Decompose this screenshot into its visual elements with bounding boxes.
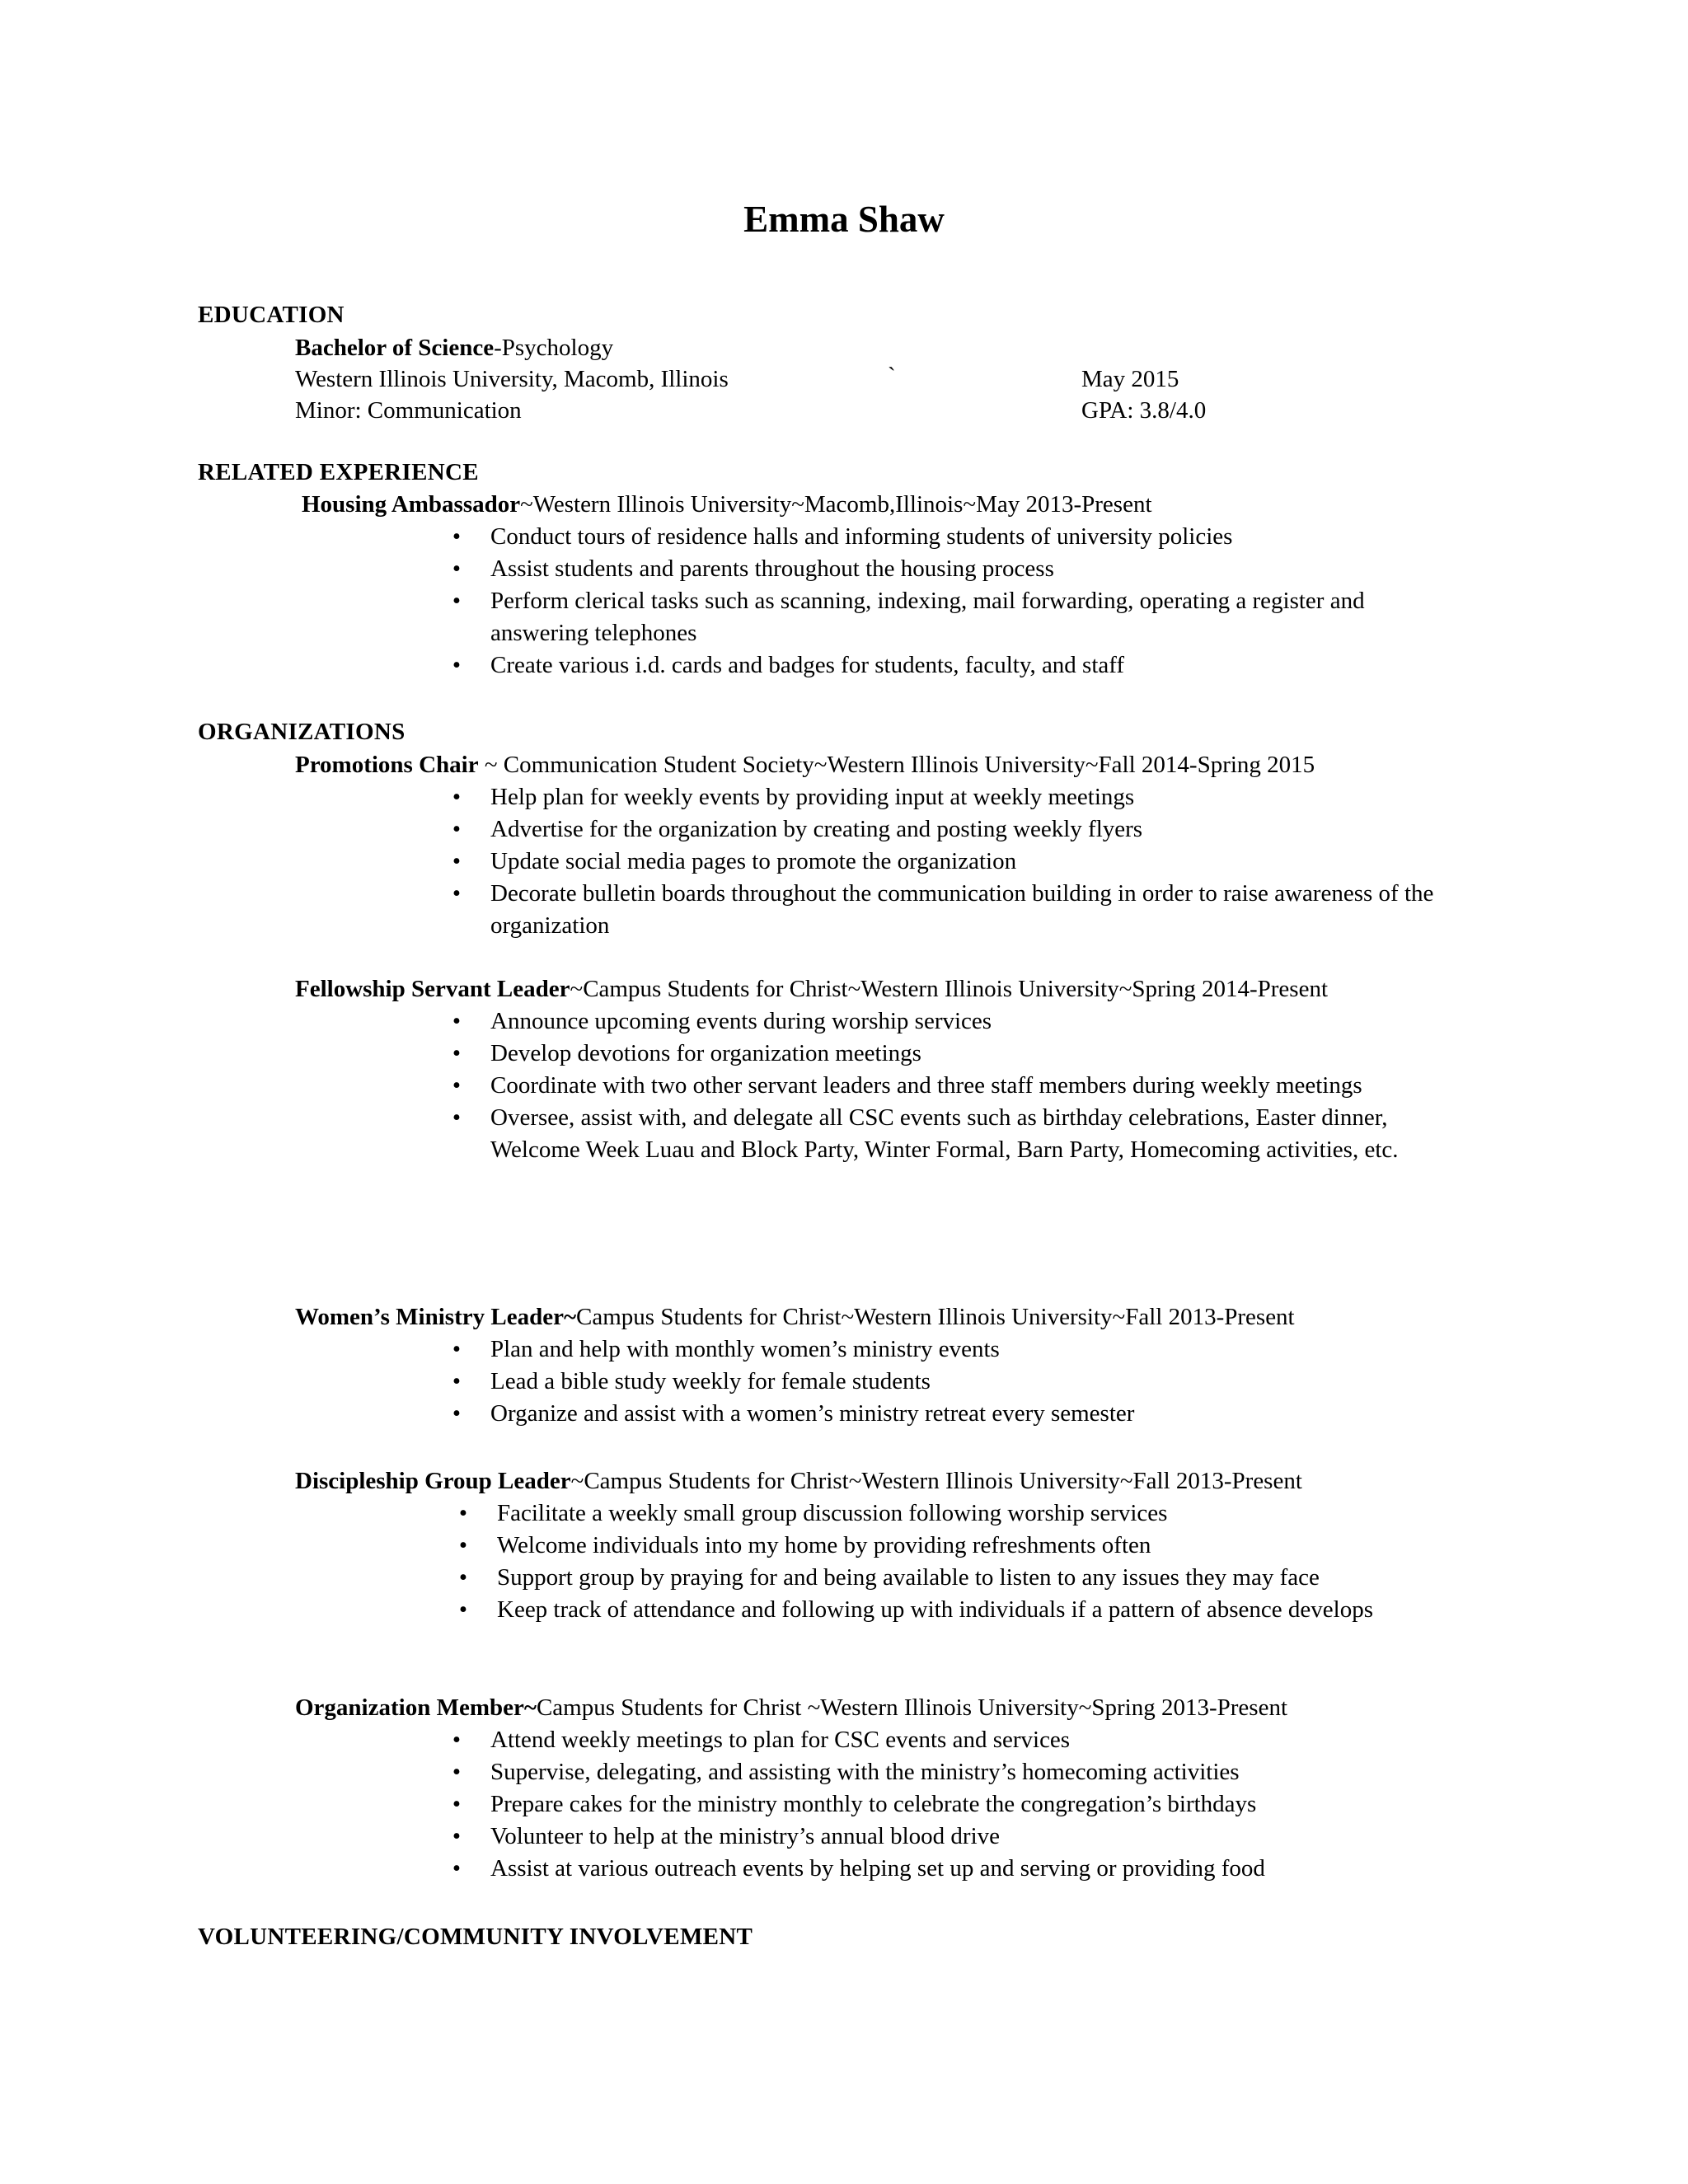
bullet-text: Supervise, delegating, and assisting with the ministry’s homecoming activities [490,1759,1240,1785]
bullet-text: Conduct tours of residence halls and informing students of university policies [490,523,1233,550]
list-item [295,1853,1465,1885]
list-item [302,1497,1465,1530]
entry-role: Fellowship Servant Leader [295,976,570,1002]
bullet-text: Coordinate with two other servant leaders and three staff members during weekly meetings [490,1072,1362,1099]
list-item [295,1756,1465,1788]
stray-tick: ` [888,363,896,389]
entry-heading [302,488,1472,521]
organization-entry [295,748,1465,942]
bullet-icon: • [452,848,462,874]
organization-entry [295,1691,1465,1885]
list-item [295,1788,1465,1821]
entry-details: ~Campus Students for Christ~Western Illinois University~Fall 2013-Present [570,1468,1302,1494]
entry-role: Promotions Chair [295,752,479,778]
entry-details: Campus Students for Christ ~Western Illinois University~Spring 2013-Present [536,1694,1288,1721]
list-item [302,1530,1465,1562]
bullet-icon: • [458,1532,468,1558]
bullet-text: Organize and assist with a women’s ministry retreat every semester [490,1400,1135,1427]
list-item [295,1038,1465,1070]
organization-entry [295,1465,1465,1626]
bullet-list [295,1333,1465,1430]
bullet-icon: • [452,1823,462,1849]
bullet-text: Decorate bulletin boards throughout the communication building in order to raise awareness of the organization [490,880,1434,939]
school-name: Western Illinois University, Macomb, Illinois [295,366,729,392]
organization-entry [295,1301,1465,1430]
bullet-text: Create various i.d. cards and badges for students, faculty, and staff [490,652,1125,678]
graduation-date: May 2015 [1081,366,1179,392]
education-heading: EDUCATION [198,302,345,328]
bullet-text: Perform clerical tasks such as scanning, indexing, mail forwarding, operating a register and answering telephones [490,588,1365,646]
gpa-line: GPA: 3.8/4.0 [1081,397,1207,424]
bullet-text: Announce upcoming events during worship services [490,1008,992,1034]
list-item [295,781,1465,813]
bullet-icon: • [452,1791,462,1817]
bullet-icon: • [452,523,462,550]
bullet-icon: • [452,555,462,582]
list-item [295,1102,1465,1166]
bullet-icon: • [452,1336,462,1362]
list-item [295,1333,1465,1366]
entry-heading [295,1691,1465,1724]
list-item [295,585,1472,649]
list-item [295,1821,1465,1853]
entry-details: Campus Students for Christ~Western Illinois University~Fall 2013-Present [576,1304,1295,1330]
list-item [295,878,1465,942]
list-item [295,846,1465,878]
bullet-text: Lead a bible study weekly for female students [490,1368,931,1394]
minor-line: Minor: Communication [295,397,522,424]
list-item [295,813,1465,846]
bullet-text: Facilitate a weekly small group discussion following worship services [497,1500,1168,1526]
bullet-list [295,521,1472,682]
degree-line [295,331,613,364]
list-item [295,1070,1465,1102]
bullet-icon: • [452,784,462,810]
bullet-list [302,1497,1465,1626]
bullet-icon: • [458,1564,468,1591]
bullet-icon: • [452,1072,462,1099]
list-item [295,1398,1465,1430]
entry-details: ~Campus Students for Christ~Western Illinois University~Spring 2014-Present [570,976,1329,1002]
bullet-text: Assist students and parents throughout the housing process [490,555,1054,582]
bullet-text: Keep track of attendance and following up with individuals if a pattern of absence develops [497,1596,1373,1623]
bullet-text: Advertise for the organization by creating and posting weekly flyers [490,816,1143,842]
bullet-text: Update social media pages to promote the organization [490,848,1017,874]
bullet-text: Plan and help with monthly women’s ministry events [490,1336,1000,1362]
entry-heading [295,1301,1465,1333]
list-item [295,1366,1465,1398]
bullet-icon: • [452,1008,462,1034]
organizations-heading: ORGANIZATIONS [198,719,406,745]
bullet-icon: • [452,588,462,614]
volunteering-heading: VOLUNTEERING/COMMUNITY INVOLVEMENT [198,1924,753,1950]
bullet-icon: • [452,1104,462,1131]
bullet-list [295,1005,1465,1166]
entry-heading [295,1465,1465,1497]
bullet-icon: • [452,1400,462,1427]
list-item [295,1724,1465,1756]
degree-name: Bachelor of Science [295,335,495,361]
bullet-icon: • [452,1727,462,1753]
bullet-icon: • [452,652,462,678]
list-item [295,521,1472,553]
related-experience-heading: RELATED EXPERIENCE [198,459,479,485]
list-item [302,1562,1465,1594]
entry-role: Women’s Ministry Leader~ [295,1304,577,1330]
bullet-text: Help plan for weekly events by providing input at weekly meetings [490,784,1135,810]
bullet-text: Assist at various outreach events by helping set up and serving or providing food [490,1855,1265,1882]
bullet-icon: • [452,1855,462,1882]
entry-heading [295,748,1465,781]
bullet-icon: • [452,816,462,842]
experience-entry [302,488,1472,682]
bullet-icon: • [452,1368,462,1394]
bullet-text: Develop devotions for organization meetings [490,1040,921,1066]
entry-heading [295,972,1400,1005]
entry-details: ~ Communication Student Society~Western Illinois University~Fall 2014-Spring 2015 [478,752,1315,778]
resume-name: Emma Shaw [743,199,945,240]
bullet-list [295,781,1465,942]
bullet-text: Prepare cakes for the ministry monthly to celebrate the congregation’s birthdays [490,1791,1257,1817]
list-item [302,1594,1465,1626]
bullet-text: Oversee, assist with, and delegate all CSC events such as birthday celebrations, Easter dinner, Welcome Week Luau and Block Party, Winter Formal, Barn Party, Homecoming activities, etc. [490,1104,1399,1163]
bullet-icon: • [452,880,462,907]
bullet-icon: • [458,1500,468,1526]
bullet-icon: • [452,1040,462,1066]
entry-details: ~Western Illinois University~Macomb,Illinois~May 2013-Present [520,491,1152,518]
bullet-text: Volunteer to help at the ministry’s annual blood drive [490,1823,1001,1849]
bullet-text: Support group by praying for and being available to listen to any issues they may face [497,1564,1320,1591]
bullet-icon: • [452,1759,462,1785]
bullet-list [295,1724,1465,1885]
organization-entry [295,972,1465,1166]
entry-role: Organization Member~ [295,1694,537,1721]
bullet-text: Attend weekly meetings to plan for CSC events and services [490,1727,1071,1753]
list-item [295,649,1472,682]
bullet-text: Welcome individuals into my home by providing refreshments often [497,1532,1151,1558]
bullet-icon: • [458,1596,468,1623]
list-item [295,553,1472,585]
list-item [295,1005,1465,1038]
entry-role: Housing Ambassador [302,491,521,518]
degree-major: -Psychology [494,335,614,361]
entry-role: Discipleship Group Leader [295,1468,571,1494]
